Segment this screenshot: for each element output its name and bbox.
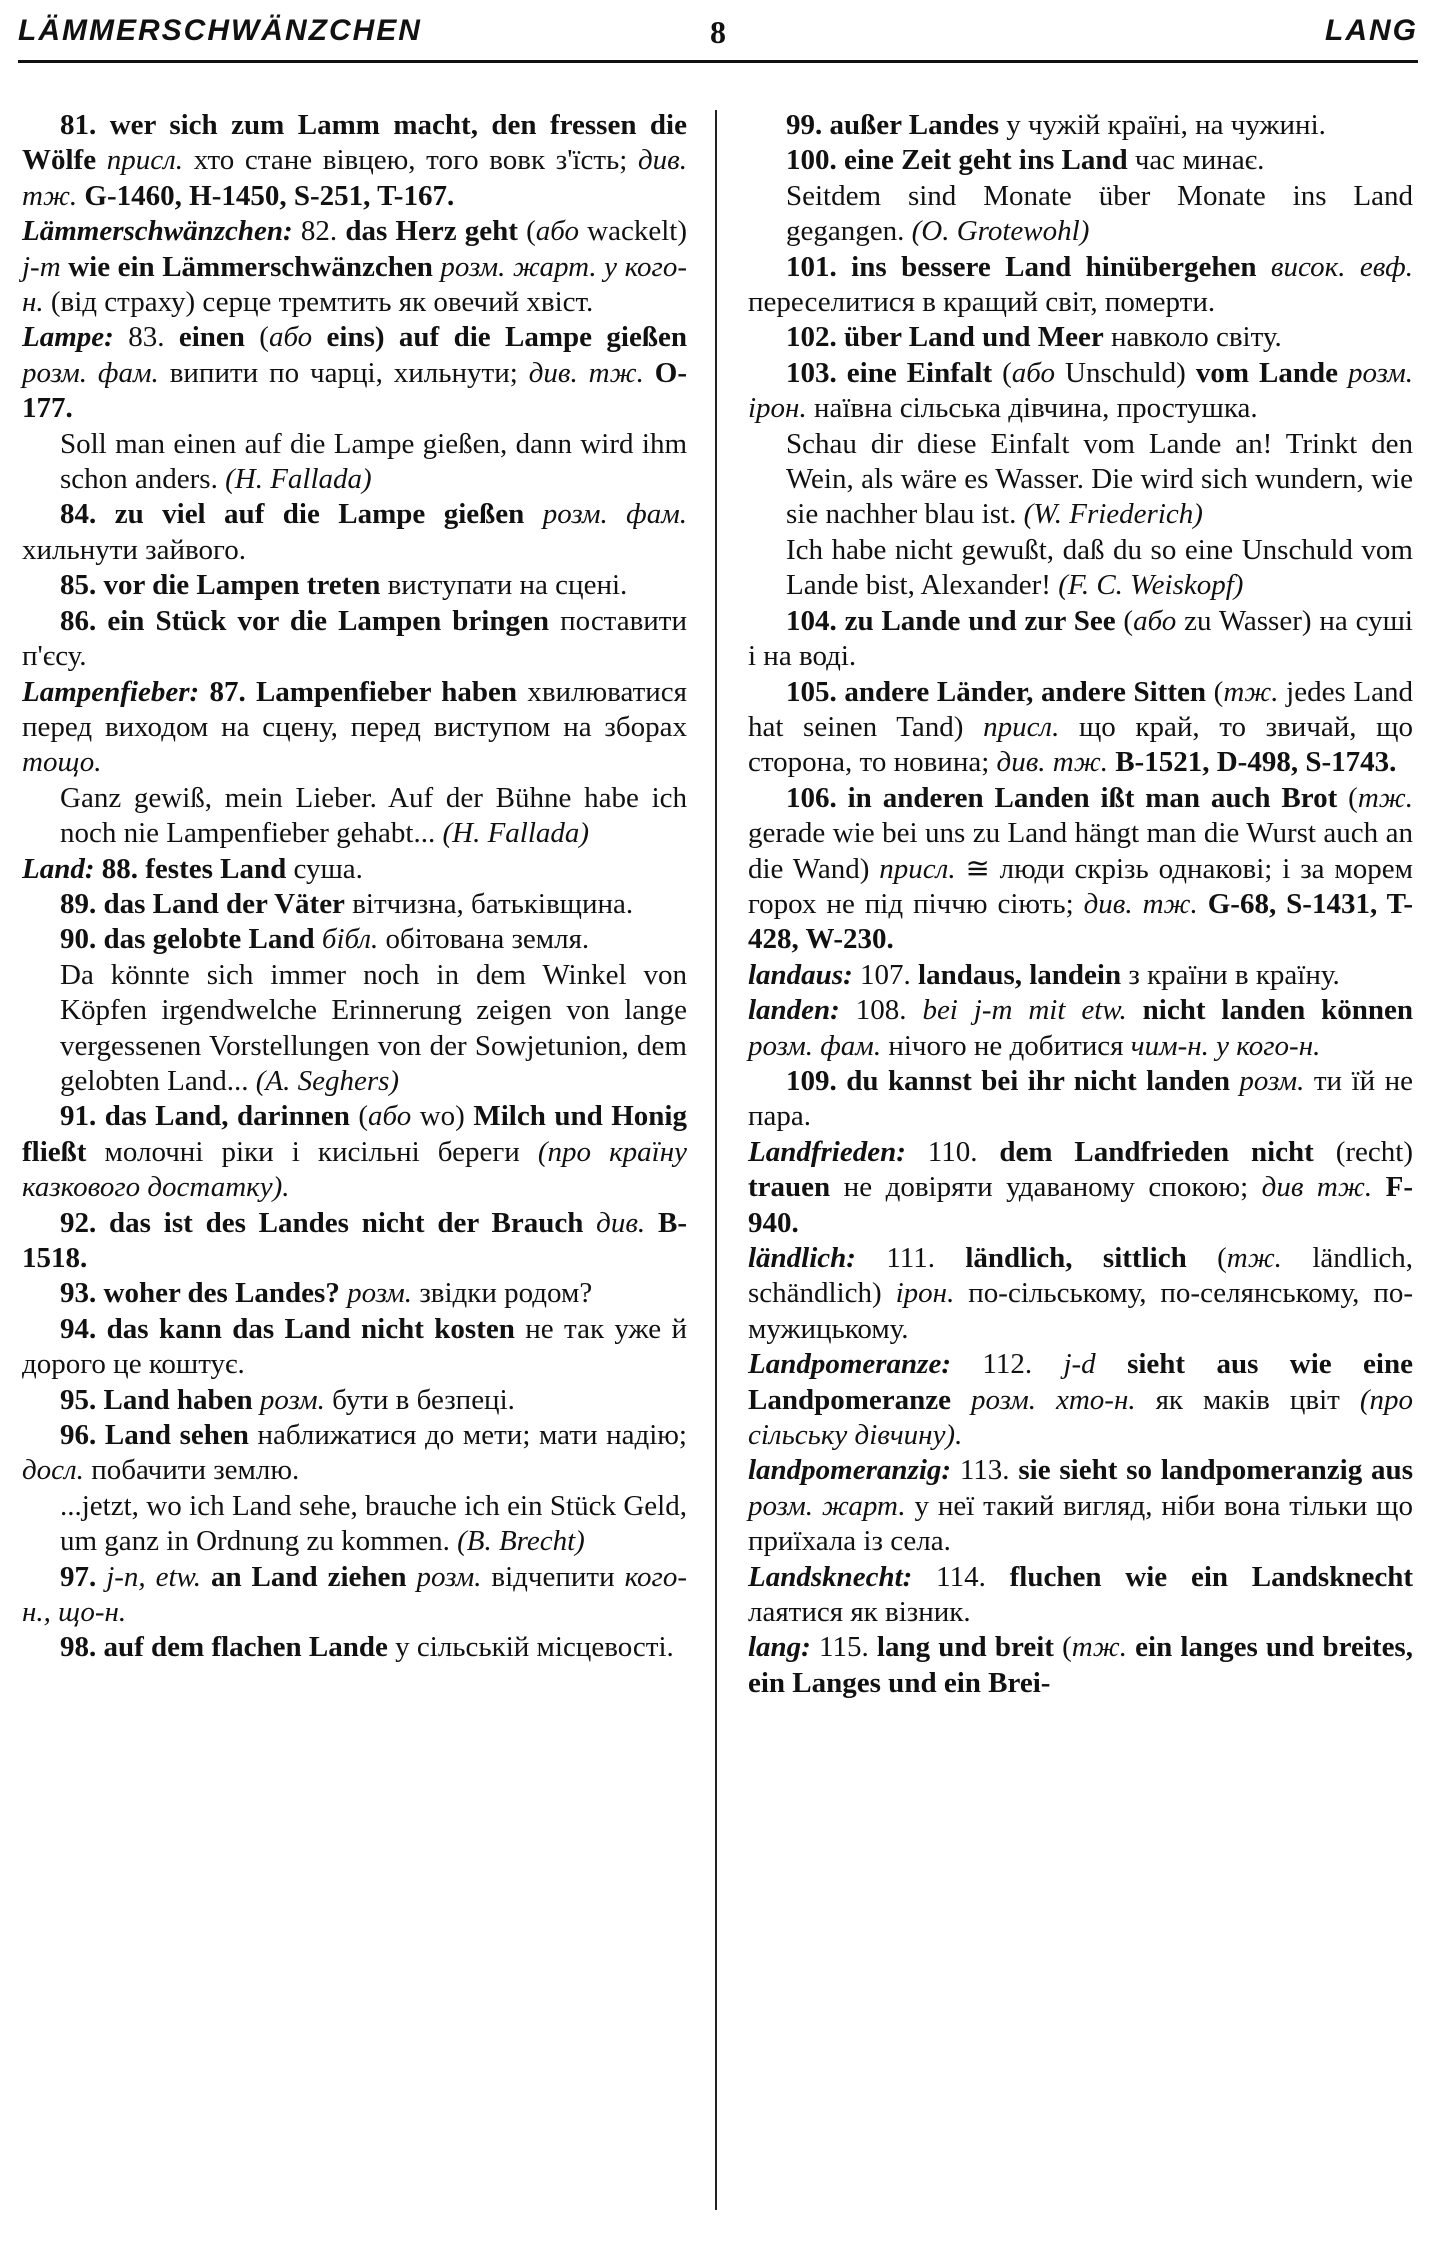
dictionary-entry <box>22 108 687 214</box>
entry-text: див. <box>596 1206 646 1239</box>
entry-text: 108. <box>839 994 923 1027</box>
entry-text: 93. woher des Landes? <box>60 1277 348 1310</box>
entry-text: що край, то звичай, що сторона, то новина; <box>748 710 1413 779</box>
entry-text: 88. festes Land <box>94 852 287 885</box>
entry-text: ...jetzt, wo ich Land sehe, brauche ich ein Stück Geld, um ganz in Ordnung zu kommen. <box>60 1489 687 1558</box>
entry-text: ländlich, schändlich) <box>748 1242 1413 1310</box>
entry-text: тж. <box>1223 675 1279 708</box>
entry-text: Ganz gewiß, mein Lieber. Auf der Bühne habe ich noch nie Lampenfieber gehabt... <box>60 781 687 850</box>
page-header <box>18 14 1418 66</box>
entry-text: G-1460, H-1450, S-251, T-167. <box>77 179 455 212</box>
entry-text: випити по чарці, хильнути; <box>158 356 529 389</box>
entry-text: переселитися в кращий світ, померти. <box>748 286 1216 319</box>
dictionary-entry <box>748 250 1413 321</box>
entry-text: розм. <box>416 1560 482 1593</box>
quotation <box>748 533 1413 604</box>
entry-text: (H. Fallada) <box>442 817 590 850</box>
entry-text: 91. das Land, darinnen <box>60 1100 350 1133</box>
quotation <box>748 179 1413 250</box>
dictionary-entry <box>22 497 687 568</box>
entry-text: 112. <box>951 1348 1064 1381</box>
entry-text: у чужій країні, на чужині. <box>998 109 1326 141</box>
headword: landpomeranzig: <box>748 1454 952 1487</box>
entry-text: присл. <box>879 852 956 885</box>
entry-text: 115. <box>810 1631 877 1664</box>
headword: Land: <box>22 852 95 885</box>
entry-text: wie ein Lämmerschwänzchen <box>60 250 441 283</box>
entry-text: B-1521, D-498, S-1743. <box>1107 746 1397 779</box>
entry-text: jedes Land hat seinen Tand) <box>748 675 1413 743</box>
entry-text: nicht landen können <box>1126 994 1414 1027</box>
entry-text: einen <box>178 321 245 354</box>
entry-text: 87. Lampenfieber haben <box>199 675 518 708</box>
headword-entry <box>748 958 1413 993</box>
entry-text: звідки родом? <box>412 1277 593 1310</box>
entry-text: 111. <box>855 1242 966 1274</box>
headword-entry <box>22 214 687 320</box>
entry-text: бібл. <box>321 923 379 956</box>
entry-text: хильнути зайвого. <box>22 533 246 566</box>
entry-text: 106. in anderen Landen ißt man auch Brot <box>786 781 1338 814</box>
entry-text: побачити землю. <box>83 1454 300 1487</box>
entry-text: (F. C. Weiskopf) <box>1058 569 1244 602</box>
entry-text: (W. Friederich) <box>1023 498 1203 531</box>
entry-text: 97. <box>60 1560 107 1593</box>
entry-text: 110. <box>905 1135 1000 1168</box>
entry-text: vom Lande <box>1195 356 1348 389</box>
entry-text: хто стане вівцею, того вовк з'їсть; <box>183 144 638 177</box>
entry-text: 105. andere Länder, andere Sitten <box>786 675 1207 708</box>
entry-text: суша. <box>286 852 363 885</box>
entry-text: ( <box>992 356 1012 389</box>
entry-text: чим-н. у кого-н. <box>1130 1029 1321 1062</box>
entry-text: час минає. <box>1127 144 1265 177</box>
entry-text: ≅ люди скрізь однакові; і за морем горох не під піччю сіють; <box>748 852 1414 920</box>
headword-entry <box>748 1453 1413 1559</box>
entry-text: див. тж. <box>996 746 1108 779</box>
dictionary-entry <box>22 604 687 675</box>
entry-text: Ich habe nicht gewußt, daß du so eine Unschuld vom Lande bist, Alexander! <box>786 533 1413 602</box>
entry-text: 104. zu Lande und zur See <box>786 604 1116 637</box>
entry-text: sie sieht so landpomeranzig aus <box>1018 1454 1413 1487</box>
entry-text: 109. du kannst bei ihr nicht landen <box>786 1064 1240 1097</box>
entry-text: див тж. <box>1261 1171 1373 1204</box>
entry-text: 107. <box>852 958 919 991</box>
headword: landen: <box>748 994 840 1027</box>
entry-text: 114. <box>912 1560 1010 1593</box>
entry-text: див. тж. <box>528 356 644 389</box>
entry-text: 82. <box>292 215 346 248</box>
entry-text: тж. <box>1357 781 1413 814</box>
entry-text: 84. zu viel auf die Lampe gießen <box>60 498 543 531</box>
entry-text: відчепити <box>481 1560 625 1593</box>
entry-text: розм. жарт. у кого-н. <box>22 250 688 319</box>
headword-entry <box>22 675 687 781</box>
entry-text: або <box>1011 356 1055 389</box>
entry-text: ländlich, sittlich <box>965 1242 1187 1274</box>
entry-text: розм. <box>1239 1064 1305 1097</box>
entry-text: наївна сільська дівчина, простушка. <box>806 392 1258 425</box>
entry-text: не так уже й дорого це коштує. <box>22 1312 687 1381</box>
entry-text: розм. <box>259 1383 325 1416</box>
entry-text: вітчизна, батьківщина. <box>344 887 634 920</box>
dictionary-entry <box>748 781 1413 958</box>
headword: Lampenfieber: <box>22 675 200 708</box>
entry-text: 81. wer sich zum Lamm macht, den fressen die Wölfe <box>22 109 687 177</box>
entry-text: lang und breit <box>876 1631 1054 1664</box>
entry-text: досл. <box>22 1454 84 1487</box>
quotation <box>22 427 687 498</box>
entry-text: (A. Seghers) <box>255 1064 400 1097</box>
dictionary-entry <box>748 604 1413 675</box>
dictionary-entry <box>22 1383 687 1418</box>
entry-text: ( <box>517 215 536 248</box>
entry-text: (O. Grotewohl) <box>911 215 1090 248</box>
entry-text: поставити п'єсу. <box>22 604 687 673</box>
entry-text: не довіряти удаваному спокою; <box>830 1171 1262 1204</box>
headword-entry <box>748 993 1413 1064</box>
dictionary-entry <box>22 1206 687 1277</box>
dictionary-entry <box>748 320 1413 355</box>
entry-text: j-d <box>1063 1348 1096 1381</box>
entry-text: Unschuld) <box>1054 356 1196 389</box>
entry-text: 92. das ist des Landes nicht der Brauch <box>60 1206 597 1239</box>
entry-text: ein langes und breites, ein Langes und ein Brei- <box>748 1631 1413 1699</box>
dictionary-entry <box>22 568 687 603</box>
entry-text: Soll man einen auf die Lampe gießen, dann wird ihm schon anders. <box>60 427 687 496</box>
entry-text: ( <box>349 1100 369 1133</box>
headword: Landsknecht: <box>748 1560 913 1593</box>
entry-text: Milch und Honig fließt <box>22 1100 687 1168</box>
entry-text: або <box>268 321 313 354</box>
entry-text: з країни в країну. <box>1121 958 1340 991</box>
entry-text: (про сільську дівчину). <box>748 1383 1413 1452</box>
dictionary-entry <box>748 1064 1413 1135</box>
entry-text: ти їй не пара. <box>748 1064 1413 1133</box>
headword-entry <box>22 852 687 887</box>
quotation <box>22 781 687 852</box>
entry-text: das Herz geht <box>345 215 518 248</box>
entry-text: gerade wie bei uns zu Land hängt man die Wurst auch an die Wand) <box>748 817 1413 885</box>
entry-text: an Land ziehen <box>201 1560 417 1593</box>
dictionary-entry <box>22 1312 687 1383</box>
entry-text: 86. ein Stück vor die Lampen bringen <box>60 604 549 637</box>
entry-text: dem Landfrieden nicht <box>999 1135 1314 1168</box>
entry-text: розм. ірон. <box>748 356 1413 425</box>
entry-text: по-сільському, по-селянському, по-мужицькому. <box>748 1277 1413 1345</box>
entry-text: 102. über Land und Meer <box>786 321 1104 354</box>
entry-text: F-940. <box>748 1171 1413 1239</box>
entry-text: тж. <box>1226 1242 1282 1274</box>
entry-text: bei j-m mit etw. <box>922 994 1127 1027</box>
entry-text: zu Wasser) на суші і на воді. <box>748 604 1413 673</box>
headword-entry <box>22 320 687 426</box>
entry-text: 113. <box>951 1454 1019 1487</box>
headword: Lämmerschwänzchen: <box>22 215 293 248</box>
dictionary-entry <box>22 887 687 922</box>
entry-text: наближатися до мети; мати надію; <box>248 1419 687 1452</box>
headword: Lampe: <box>22 321 114 354</box>
entry-text: (про країну казкового достатку). <box>22 1135 687 1204</box>
left-column <box>22 108 687 1666</box>
entry-text: обітована земля. <box>378 923 590 956</box>
entry-text: див. тж. <box>1083 887 1198 920</box>
right-column <box>748 108 1413 1701</box>
entry-text: 99. außer Landes <box>786 109 999 141</box>
running-head-right: LANG <box>1325 14 1418 47</box>
entry-text: 103. eine Einfalt <box>786 356 993 389</box>
entry-text: 98. auf dem flachen Lande <box>60 1631 388 1664</box>
entry-text: (B. Brecht) <box>457 1525 585 1558</box>
quotation <box>22 1489 687 1560</box>
entry-text: O-177. <box>22 356 687 425</box>
entry-text: 85. vor die Lampen treten <box>60 569 381 602</box>
entry-text: 95. Land haben <box>60 1383 260 1416</box>
entry-text: розм. фам. <box>22 356 159 389</box>
entry-text: wo) <box>411 1100 474 1133</box>
entry-text: нічого не добитися <box>881 1029 1131 1062</box>
entry-text: 83. <box>113 321 179 354</box>
entry-text: j-n, etw. <box>106 1560 201 1593</box>
entry-text: 100. eine Zeit geht ins Land <box>786 144 1128 177</box>
entry-text: sieht aus wie eine Landpomeranze <box>748 1348 1413 1416</box>
running-head-left: LÄMMERSCHWÄNZCHEN <box>18 14 422 47</box>
entry-text: Da könnte sich immer noch in dem Winkel von Köpfen irgendwelche Erinnerung zeigen von lange vergessenen Vorstellungen von der Sowjetunion, dem gelobten Land... <box>60 958 687 1097</box>
entry-text: (H. Fallada) <box>225 463 372 496</box>
headword-entry <box>748 1347 1413 1453</box>
quotation <box>22 958 687 1100</box>
dictionary-entry <box>22 1099 687 1205</box>
entry-text: присл. <box>983 710 1060 743</box>
dictionary-entry <box>748 108 1413 143</box>
column-divider <box>715 110 717 2210</box>
entry-text: ( <box>1115 604 1134 637</box>
header-rule <box>18 60 1418 63</box>
entry-text: trauen <box>748 1171 831 1204</box>
entry-text: або <box>368 1100 412 1133</box>
entry-text: fluchen wie ein Landsknecht <box>1009 1560 1413 1593</box>
entry-text: у сільській місцевості. <box>387 1631 674 1664</box>
entry-text: 94. das kann das Land nicht kosten <box>60 1312 515 1345</box>
entry-text: молочні ріки і кисільні береги <box>86 1135 538 1168</box>
entry-text: ( <box>1337 781 1358 814</box>
entry-text: висок. евф. <box>1270 250 1414 283</box>
entry-text: хвилюватися перед виходом на сцену, перед виступом на зборах <box>22 675 687 743</box>
dictionary-entry <box>748 356 1413 427</box>
entry-text: або <box>1133 604 1177 637</box>
entry-text: у неї такий вигляд, ніби вона тільки що приїхала із села. <box>748 1489 1413 1558</box>
entry-text: (recht) <box>1313 1135 1413 1168</box>
dictionary-entry <box>22 1418 687 1489</box>
dictionary-entry <box>748 143 1413 178</box>
headword-entry <box>748 1135 1413 1241</box>
dictionary-entry <box>748 675 1413 781</box>
entry-text: wackelt) <box>578 215 687 248</box>
entry-text: розм. фам. <box>748 1029 882 1062</box>
entry-text: кого-н., що-н. <box>22 1560 687 1629</box>
entry-text: j-m <box>22 250 61 283</box>
entry-text: landaus, landein <box>918 958 1122 991</box>
entry-text: тж. <box>1071 1631 1127 1664</box>
dictionary-entry <box>22 1560 687 1631</box>
entry-text: 89. das Land der Väter <box>60 887 345 920</box>
entry-text: як маків цвіт <box>1135 1383 1360 1416</box>
quotation <box>748 427 1413 533</box>
entry-text: 90. das gelobte Land <box>60 923 322 956</box>
entry-text: eins) auf die Lampe gießen <box>312 321 687 354</box>
entry-text: ( <box>1206 675 1224 708</box>
entry-text: G-68, S-1431, T-428, W-230. <box>748 887 1413 956</box>
entry-text: 101. ins bessere Land hinübergehen <box>786 250 1271 283</box>
entry-text: розм. жарт. <box>748 1489 906 1522</box>
dictionary-entry <box>22 1276 687 1311</box>
entry-text: Schau dir diese Einfalt vom Lande an! Trinkt den Wein, als wäre es Wasser. Die wird sich wundern, wie sie nachher blau ist. <box>786 427 1413 531</box>
entry-text: тощо. <box>22 746 102 779</box>
entry-text: лаятися як візник. <box>748 1596 971 1629</box>
headword: Landpomeranze: <box>748 1348 951 1381</box>
entry-text: бути в безпеці. <box>324 1383 515 1416</box>
entry-text: або <box>535 215 579 248</box>
entry-text: присл. <box>106 144 184 177</box>
dictionary-entry <box>22 1630 687 1665</box>
entry-text: B-1518. <box>22 1206 687 1274</box>
entry-text: виступати на сцені. <box>380 569 628 602</box>
entry-text: розм. фам. <box>542 498 687 531</box>
entry-text: 96. Land sehen <box>60 1419 249 1452</box>
entry-text: див. тж. <box>22 144 687 212</box>
headword-entry <box>748 1630 1413 1701</box>
entry-text: розм. хто-н. <box>971 1383 1136 1416</box>
entry-text: ( <box>1053 1631 1072 1664</box>
page-number: 8 <box>710 14 728 50</box>
headword: Landfrieden: <box>748 1135 906 1168</box>
entry-text: ( <box>244 321 269 354</box>
headword-entry <box>748 1560 1413 1631</box>
entry-text: (від страху) серце тремтить як овечий хвіст. <box>43 286 594 319</box>
dictionary-entry <box>22 922 687 957</box>
entry-text: ( <box>1186 1242 1227 1274</box>
entry-text: Seitdem sind Monate über Monate ins Land gegangen. <box>786 179 1413 248</box>
headword: lang: <box>748 1631 811 1664</box>
entry-text: ірон. <box>895 1277 955 1310</box>
headword: ländlich: <box>748 1242 856 1274</box>
headword-entry <box>748 1241 1413 1347</box>
entry-text: розм. <box>347 1277 413 1310</box>
headword: landaus: <box>748 958 853 991</box>
entry-text: навколо світу. <box>1103 321 1282 354</box>
